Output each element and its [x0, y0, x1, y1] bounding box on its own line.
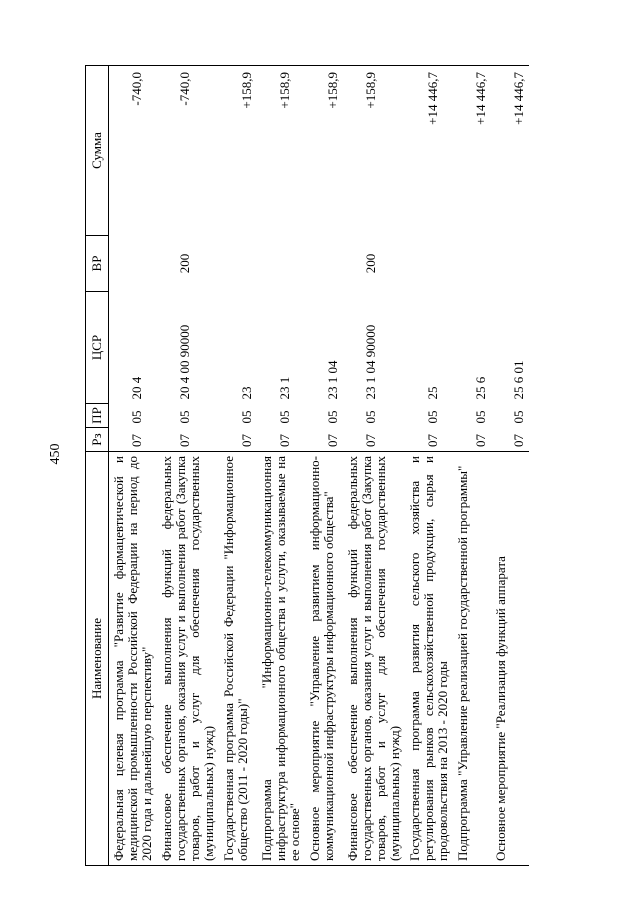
- row-vr: [257, 236, 305, 292]
- row-vr: 200: [363, 253, 378, 274]
- budget-table-sheet: [85, 66, 606, 866]
- row-rz: 07: [473, 434, 488, 447]
- row-name: Государственная программа Российской Федерации "Информационное общество (2011 - 2020 годы)": [219, 452, 257, 866]
- table-row: [109, 66, 158, 866]
- table-row: [305, 66, 343, 866]
- header-rz: Рз: [86, 428, 109, 452]
- row-name: Основное мероприятие "Управление развитием информационно-коммуникационной инфраструктуры информационного общества": [305, 452, 343, 866]
- table-row: [405, 66, 453, 866]
- row-csr: 23 1: [277, 376, 292, 400]
- row-name: Финансовое обеспечение выполнения функций федеральных государственных органов, оказания услуг и выполнения работ (Закупка товаров, работ и услуг для обеспечения государственных (муниципальных) нужд): [343, 452, 405, 866]
- table-row: [219, 66, 257, 866]
- row-pr: 05: [325, 410, 340, 424]
- row-name: Государственная программа развития сельского хозяйства и регулирования рынков сельскохозяйственной продукции, сырья и продовольствия на 2013 - 2020 годы: [405, 452, 453, 866]
- row-sum: +158,9: [343, 66, 405, 236]
- row-vr: [219, 236, 257, 292]
- row-csr: 25 6: [473, 376, 488, 400]
- row-rz: 07: [363, 434, 378, 447]
- header-row: [86, 66, 109, 866]
- row-sum: -740,0: [109, 66, 158, 236]
- row-sum: +158,9: [219, 66, 257, 236]
- row-csr: 23 1 04 90000: [363, 324, 378, 400]
- page-number: 450: [48, 443, 63, 465]
- row-rz: 07: [325, 434, 340, 447]
- row-vr: 200: [177, 253, 192, 274]
- row-rz: 07: [129, 434, 144, 447]
- row-csr: 23 1 04: [325, 360, 340, 400]
- row-pr: 05: [129, 410, 144, 424]
- row-pr: 05: [425, 410, 440, 424]
- row-pr: 05: [363, 410, 378, 424]
- row-name: Федеральная целевая программа "Развитие фармацевтической и медицинской промышленности Российской Федерации на период до 2020 года и дальнейшую перспективу": [109, 452, 158, 866]
- row-rz: 07: [511, 434, 526, 447]
- header-vr: ВР: [86, 236, 109, 292]
- row-sum: +158,9: [305, 66, 343, 236]
- row-sum: +14 446,7: [491, 66, 529, 236]
- row-vr: [305, 236, 343, 292]
- row-name: Основное мероприятие "Реализация функций аппарата: [491, 452, 529, 866]
- row-name: Подпрограмма "Информационно-телекоммуникационная инфраструктура информационного общества и услуги, оказываемые на ее основе": [257, 452, 305, 866]
- row-pr: 05: [473, 410, 488, 424]
- header-name: Наименование: [86, 452, 109, 866]
- table-row: [453, 66, 491, 866]
- row-pr: 05: [277, 410, 292, 424]
- row-name: Финансовое обеспечение выполнения функций федеральных государственных органов, оказания услуг и выполнения работ (Закупка товаров, работ и услуг для обеспечения государственных (муниципальных) нужд): [157, 452, 219, 866]
- row-vr: [453, 236, 491, 292]
- row-csr: 20 4: [129, 376, 144, 400]
- row-pr: 05: [177, 410, 192, 424]
- row-pr: 05: [239, 410, 254, 424]
- row-sum: -740,0: [157, 66, 219, 236]
- header-csr: ЦСР: [86, 292, 109, 404]
- header-sum: Сумма: [86, 66, 109, 236]
- row-name: Подпрограмма "Управление реализацией государственной программы": [453, 452, 491, 866]
- table-row: [491, 66, 529, 866]
- row-rz: 07: [277, 434, 292, 447]
- row-vr: [405, 236, 453, 292]
- row-sum: +14 446,7: [405, 66, 453, 236]
- table-row: [157, 66, 219, 866]
- row-pr: 05: [511, 410, 526, 424]
- table-row: [343, 66, 405, 866]
- row-csr: 23: [239, 386, 254, 400]
- row-vr: [491, 236, 529, 292]
- header-pr: ПР: [86, 404, 109, 428]
- row-rz: 07: [425, 434, 440, 447]
- row-rz: 07: [239, 434, 254, 447]
- row-sum: +158,9: [257, 66, 305, 236]
- row-csr: 25: [425, 386, 440, 400]
- row-csr: 20 4 00 90000: [177, 324, 192, 400]
- table-row: [257, 66, 305, 866]
- row-sum: +14 446,7: [453, 66, 491, 236]
- row-rz: 07: [177, 434, 192, 447]
- row-vr: [109, 236, 158, 292]
- row-csr: 25 6 01: [511, 360, 526, 400]
- budget-table: [85, 65, 529, 866]
- budget-table-rotated: [85, 66, 606, 866]
